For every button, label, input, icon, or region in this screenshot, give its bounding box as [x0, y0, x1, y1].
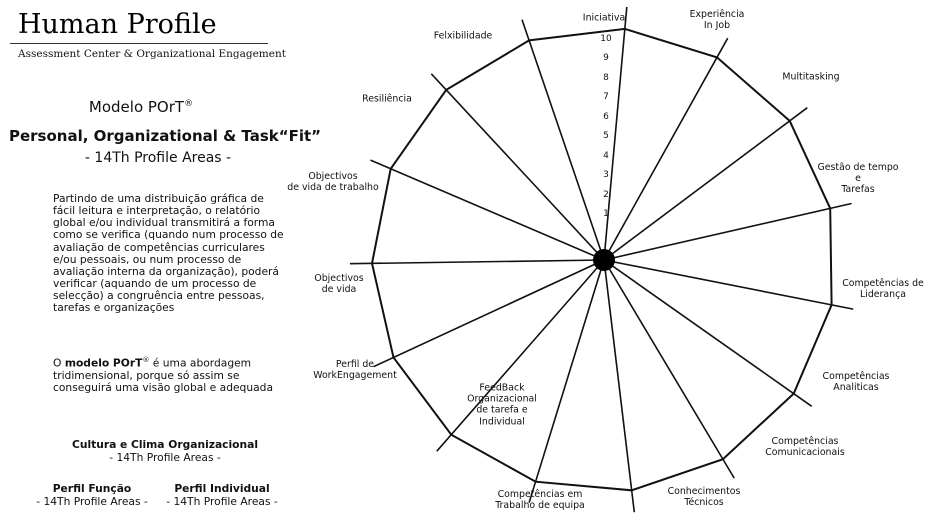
description-paragraph: Partindo de uma distribuição gráfica de fácil leitura e interpretação, o relatório global e/ou individual transmitirá a forma como se verifica (quando num processo de avaliação de competências curriculares e/ou pessoais, ou num processo de avaliação interna da organização), poderá verificar (aquando de um processo de selecção) a congruência entre pessoas, tarefas e organizações [53, 192, 284, 315]
perfil-funcao-subtitle: - 14Th Profile Areas - [36, 495, 148, 508]
model-full-name: Personal, Organizational & Task“Fit” [8, 127, 322, 145]
radar-axis-label: Objectivos de vida de trabalho [287, 170, 379, 193]
radar-scale-tick: 5 [603, 131, 609, 141]
radar-axis-label: Felxibilidade [433, 30, 493, 42]
radar-axis-label: Experiência In Job [689, 8, 745, 31]
radar-axis-label: Iniciativa [582, 12, 626, 24]
cultura-title: Cultura e Clima Organizacional [72, 438, 258, 451]
radar-spoke [529, 260, 604, 503]
model-paragraph-bold: modelo POrT [64, 356, 143, 370]
radar-scale-tick: 9 [603, 53, 609, 63]
model-name: Modelo POrT [88, 98, 185, 116]
radar-spoke [604, 260, 634, 512]
radar-scale-tick: 1 [603, 209, 609, 219]
radar-spoke [604, 38, 728, 260]
radar-axis-label: Competências em Trabalho de equipa [495, 488, 585, 511]
model-areas: - 14Th Profile Areas - [84, 150, 232, 166]
radar-axis-label: Resiliência [362, 93, 412, 105]
radar-spoke [604, 260, 734, 478]
radar-axis-label: FeedBack Organizacional de tarefa e Individual [467, 382, 537, 428]
radar-axis-label: Competências Analiticas [822, 370, 890, 393]
radar-axis-label: Objectivos de vida [314, 272, 364, 295]
radar-axis-label: Competências de Liderança [842, 277, 924, 300]
radar-scale-tick: 2 [603, 189, 609, 200]
radar-center-hub [593, 249, 615, 271]
radar-spoke [522, 20, 604, 260]
radar-spoke [371, 160, 605, 260]
radar-spoke [374, 260, 605, 367]
model-paragraph-prefix: O [53, 356, 65, 370]
radar-scale-tick: 3 [603, 170, 609, 180]
radar-scale-tick: 7 [603, 92, 609, 102]
cultura-subtitle: - 14Th Profile Areas - [109, 451, 221, 464]
radar-axis-label: Conhecimentos Técnicos [667, 485, 741, 508]
app-subtitle: Assessment Center & Organizational Engagement [18, 48, 286, 60]
radar-scale-tick: 8 [603, 72, 609, 83]
perfil-individual-subtitle: - 14Th Profile Areas - [166, 495, 278, 508]
app-title: Human Profile [18, 9, 217, 40]
radar-scale-tick: 6 [603, 111, 609, 122]
model-paragraph-registered: ® [142, 356, 150, 364]
registered-mark: ® [184, 99, 194, 109]
radar-scale-tick: 10 [600, 33, 612, 44]
model-paragraph-rest: é uma abordagem tridimensional, porque só assim se conseguirá uma visão global e adequada [53, 356, 273, 394]
radar-axis-label: Perfil de WorkEngagement [313, 358, 397, 381]
radar-axis-label: Multitasking [782, 71, 840, 83]
radar-spoke [431, 74, 604, 260]
perfil-individual-title: Perfil Individual [174, 482, 270, 495]
radar-scale-tick: 4 [603, 150, 609, 161]
radar-spoke [604, 260, 853, 309]
perfil-funcao-title: Perfil Função [52, 482, 132, 495]
radar-axis-label: Gestão de tempo e Tarefas [817, 162, 899, 196]
radar-axis-label: Competências Comunicacionais [765, 435, 845, 458]
radar-spoke [604, 260, 812, 406]
radar-spoke [350, 260, 604, 264]
